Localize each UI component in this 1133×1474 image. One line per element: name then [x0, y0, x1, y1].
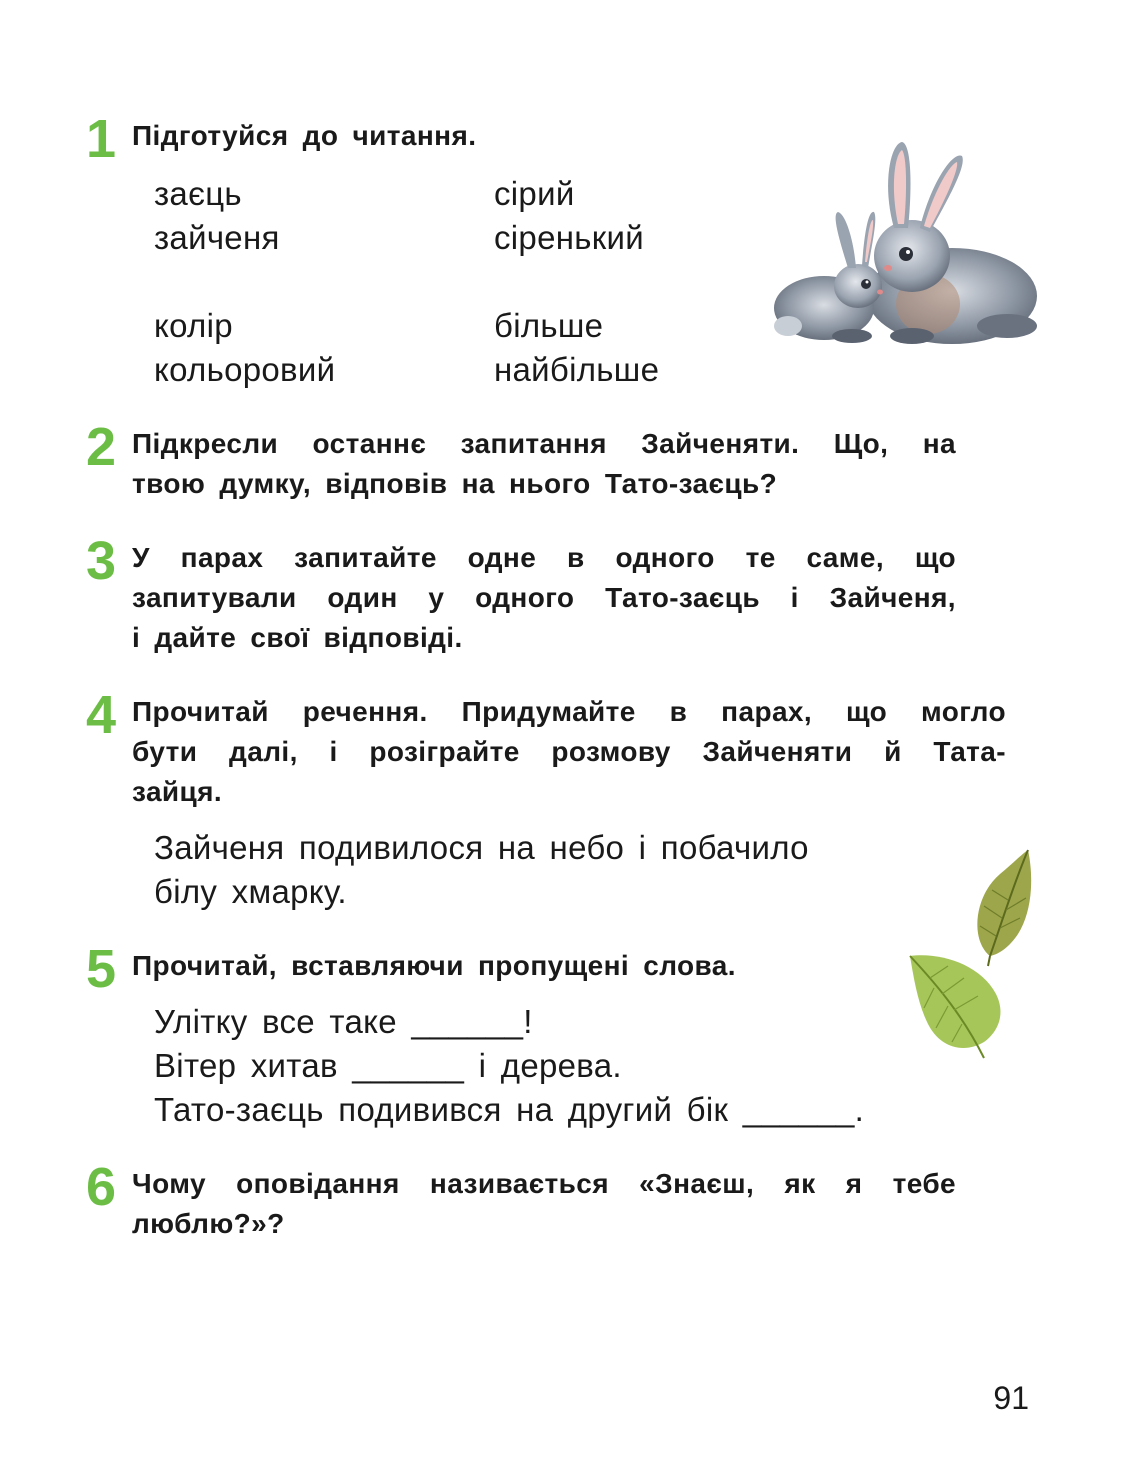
word: зайченя: [154, 219, 280, 256]
instruction-line: Прочитай речення. Придумайте в парах, що могло: [132, 696, 1006, 727]
instruction-line: бути далі, і розіграйте розмову Зайченяти й Тата-: [132, 736, 1006, 767]
task-number: 4: [86, 685, 117, 745]
instruction-line: Підкресли останнє запитання Зайченяти. Що, на: [132, 428, 956, 459]
sentence-line: Вітер хитав ______ і дерева.: [154, 1047, 622, 1084]
reading-sentence: [154, 826, 914, 914]
task-instruction: Підготуйся до читання.: [132, 120, 477, 151]
sentence-line: Зайченя подивилося на небо і побачило: [154, 829, 809, 866]
rabbits-illustration: [762, 136, 1052, 356]
sentence-line: білу хмарку.: [154, 873, 347, 910]
task-4: [86, 685, 1006, 812]
word: сіренький: [494, 219, 644, 256]
instruction-line: люблю?»?: [132, 1208, 285, 1239]
word: сірий: [494, 175, 575, 212]
word: заєць: [154, 175, 242, 212]
task-number: 2: [86, 417, 117, 477]
instruction-line: і дайте свої відповіді.: [132, 622, 463, 653]
instruction-line: зайця.: [132, 776, 223, 807]
task-number: 3: [86, 531, 117, 591]
instruction-line: У парах запитайте одне в одного те саме, що: [132, 542, 956, 573]
task-instruction: [132, 1164, 956, 1244]
task-number: 6: [86, 1157, 117, 1217]
task-instruction: [132, 538, 956, 658]
word-column-right: [494, 172, 644, 260]
task-instruction: [132, 692, 1006, 812]
task-number: 1: [86, 109, 117, 169]
instruction-line: Чому оповідання називається «Знаєш, як я тебе: [132, 1168, 956, 1199]
instruction-line: твою думку, відповів на нього Тато-заєць?: [132, 468, 778, 499]
task-5: [86, 939, 1006, 999]
word-column-left: [154, 304, 335, 392]
task-number: 5: [86, 939, 117, 999]
task-instruction: Прочитай, вставляючи пропущені слова.: [132, 950, 736, 981]
word: колір: [154, 307, 233, 344]
word: більше: [494, 307, 604, 344]
word: кольоровий: [154, 351, 336, 388]
word-column-left: [154, 172, 280, 260]
sentence-line: Тато-заєць подивився на другий бік ______.: [154, 1091, 865, 1128]
task-2: [86, 417, 956, 504]
task-6: [86, 1157, 956, 1244]
page-number: 91: [993, 1380, 1029, 1416]
task-3: [86, 531, 956, 658]
sentence-line: Улітку все таке ______!: [154, 1003, 533, 1040]
task-instruction: [132, 424, 956, 504]
fill-in-sentences: [154, 1000, 974, 1132]
word: найбільше: [494, 351, 660, 388]
word-column-right: [494, 304, 659, 392]
instruction-line: запитували один у одного Тато-заєць і Зайченя,: [132, 582, 956, 613]
